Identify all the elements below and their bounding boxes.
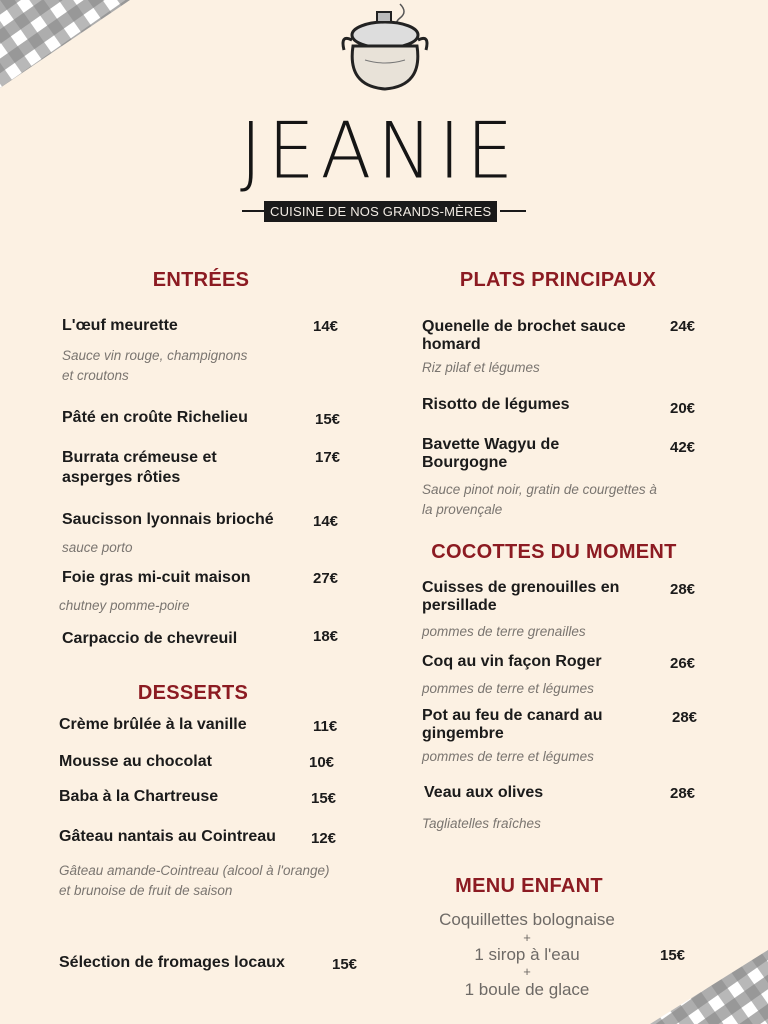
kids-menu-price: 15€ <box>660 947 686 964</box>
section-title-plats: PLATS PRINCIPAUX <box>459 269 657 291</box>
dish-description: pommes de terre et légumes <box>422 681 594 696</box>
dish-name: gingembre <box>422 725 504 742</box>
dish-price: 28€ <box>670 581 696 598</box>
dish-price: 27€ <box>313 570 339 587</box>
dish-description: pommes de terre et légumes <box>422 749 594 764</box>
kids-menu-line: + <box>523 930 531 945</box>
dish-price: 15€ <box>311 790 337 807</box>
dish-price: 14€ <box>313 318 339 335</box>
dish-price: 10€ <box>309 754 335 771</box>
kids-menu-line: + <box>523 964 531 979</box>
dish-price: 15€ <box>315 411 341 428</box>
dish-price: 15€ <box>332 956 358 973</box>
dish-name: L'œuf meurette <box>62 317 178 334</box>
dish-name: Quenelle de brochet sauce <box>422 318 626 335</box>
dish-description: Sauce vin rouge, champignons <box>62 348 248 363</box>
kids-menu-line: 1 sirop à l'eau <box>474 945 580 964</box>
dish-name: Bourgogne <box>422 454 508 471</box>
dish-name: Cuisses de grenouilles en <box>422 579 620 596</box>
brand-logo: JEANIE <box>240 105 520 197</box>
dish-price: 28€ <box>670 785 696 802</box>
dish-name: Veau aux olives <box>424 784 544 801</box>
dish-price: 20€ <box>670 400 696 417</box>
kids-menu-line: 1 boule de glace <box>464 980 590 999</box>
dish-description: la provençale <box>422 502 503 517</box>
dish-name: Crème brûlée à la vanille <box>59 716 247 733</box>
section-title-entrees: ENTRÉES <box>152 269 250 291</box>
dish-description: Riz pilaf et légumes <box>422 360 540 375</box>
dish-description: Tagliatelles fraîches <box>422 816 541 831</box>
dish-price: 11€ <box>313 718 338 735</box>
dish-price: 17€ <box>315 449 341 466</box>
dish-name: asperges rôties <box>62 469 181 486</box>
gingham-corner-top-left <box>0 0 140 90</box>
dish-name: Risotto de légumes <box>422 396 570 413</box>
dish-description: et brunoise de fruit de saison <box>59 883 233 898</box>
dish-description: Gâteau amande-Cointreau (alcool à l'orange) <box>59 863 330 878</box>
dish-name: Bavette Wagyu de <box>422 436 560 453</box>
dish-description: sauce porto <box>62 540 133 555</box>
dish-description: Sauce pinot noir, gratin de courgettes à <box>422 482 657 497</box>
dish-price: 14€ <box>313 513 339 530</box>
dish-price: 28€ <box>672 709 698 726</box>
dish-name: Baba à la Chartreuse <box>59 788 219 805</box>
dish-name: Mousse au chocolat <box>59 753 212 770</box>
divider <box>242 210 266 212</box>
dish-name: Foie gras mi-cuit maison <box>62 569 251 586</box>
dish-name: Sélection de fromages locaux <box>59 954 285 971</box>
dish-price: 24€ <box>670 318 696 335</box>
dish-description: chutney pomme-poire <box>59 598 190 613</box>
section-title-desserts: DESSERTS <box>137 682 249 704</box>
brand-tagline: CUISINE DE NOS GRANDS-MÈRES <box>264 201 497 222</box>
dish-name: Burrata crémeuse et <box>62 449 217 466</box>
dish-name: Pâté en croûte Richelieu <box>62 409 248 426</box>
dish-price: 12€ <box>311 830 337 847</box>
dish-name: homard <box>422 336 481 353</box>
dish-description: pommes de terre grenailles <box>422 624 586 639</box>
kids-menu-line: Coquillettes bolognaise <box>439 910 615 929</box>
dish-description: et croutons <box>62 368 129 383</box>
dish-name: Carpaccio de chevreuil <box>62 630 238 647</box>
cooking-pot-icon <box>325 0 445 95</box>
section-title-cocottes: COCOTTES DU MOMENT <box>431 541 677 563</box>
dish-name: Pot au feu de canard au <box>422 707 603 724</box>
dish-price: 18€ <box>313 628 339 645</box>
divider <box>500 210 526 212</box>
dish-name: Gâteau nantais au Cointreau <box>59 828 276 845</box>
dish-price: 26€ <box>670 655 696 672</box>
dish-price: 42€ <box>670 439 696 456</box>
dish-name: Saucisson lyonnais brioché <box>62 511 274 528</box>
section-title-menu-enfant: MENU ENFANT <box>455 875 603 897</box>
dish-name: Coq au vin façon Roger <box>422 653 602 670</box>
dish-name: persillade <box>422 597 497 614</box>
